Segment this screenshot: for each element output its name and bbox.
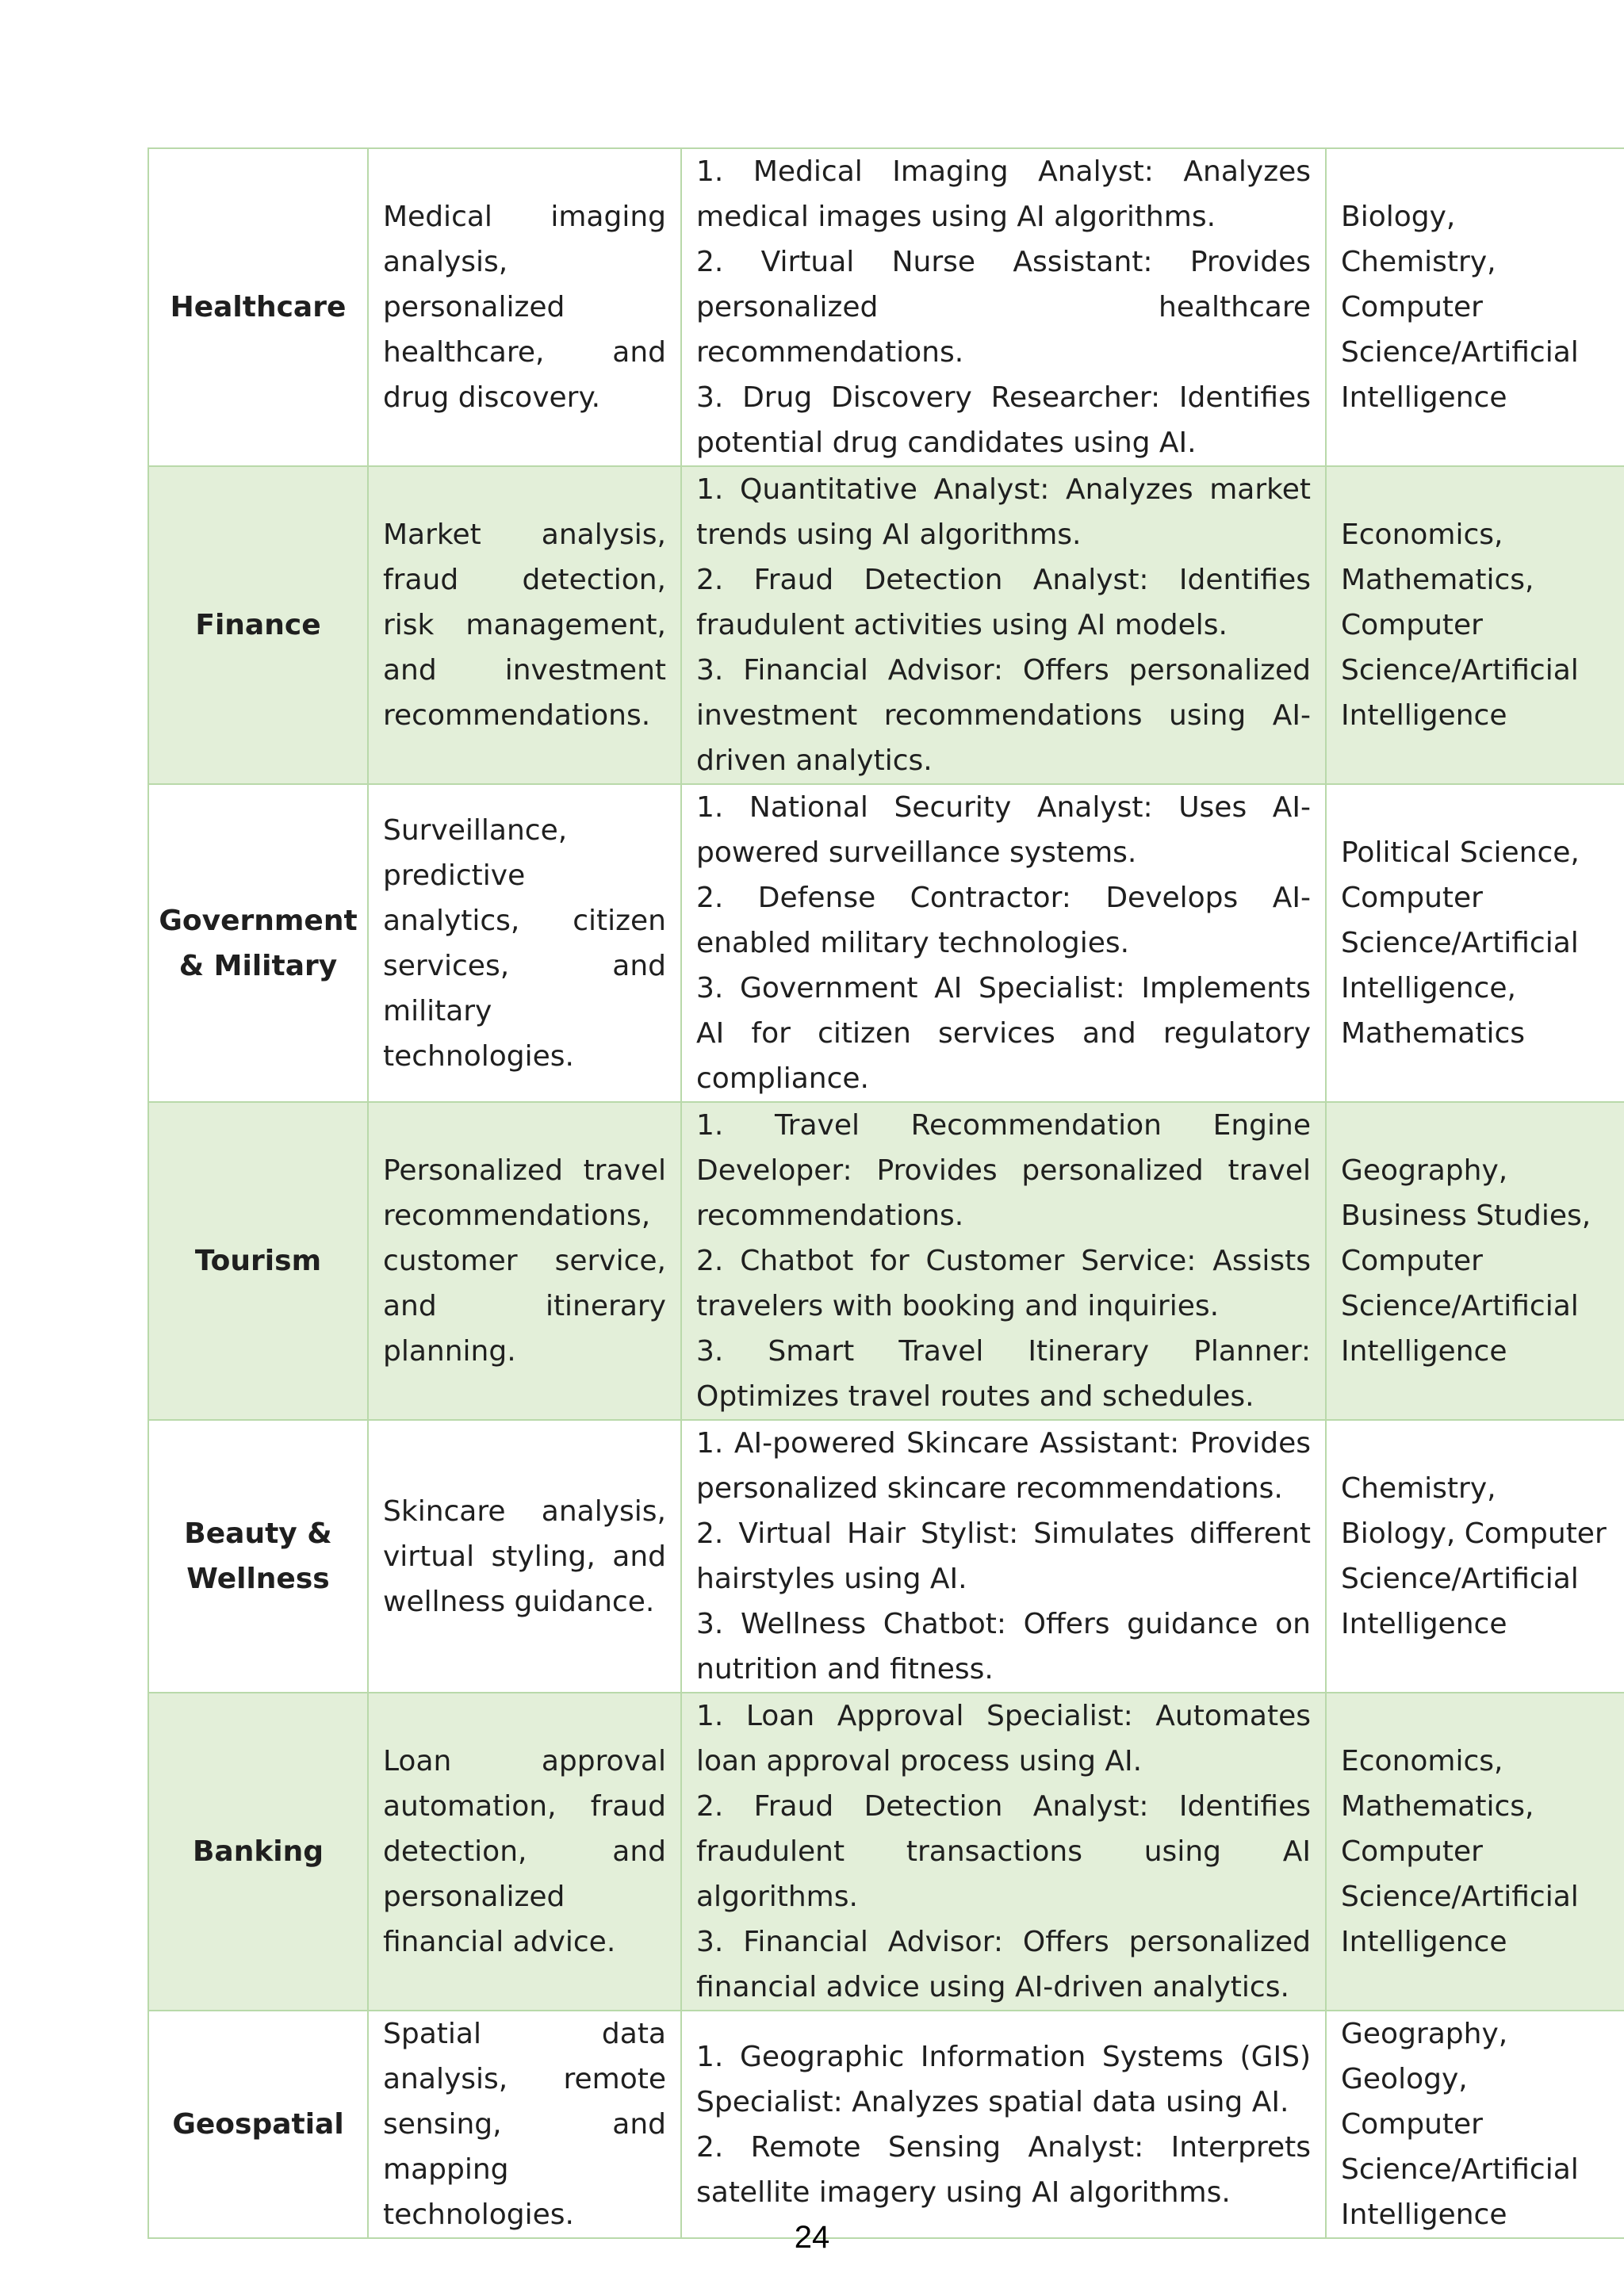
roles-cell: [681, 1420, 1326, 1693]
roles-cell: [681, 784, 1326, 1102]
subjects-cell: Political Science, Computer Science/Artificial Intelligence, Mathematics: [1326, 784, 1624, 1102]
applications-cell: Surveillance, predictive analytics, citizen services, and military technologies.: [368, 784, 681, 1102]
subjects-cell: Geography, Business Studies, Computer Science/Artificial Intelligence: [1326, 1102, 1624, 1420]
role-item: 3. Drug Discovery Researcher: Identifies potential drug candidates using AI.: [696, 381, 1311, 459]
role-item: 2. Remote Sensing Analyst: Interprets satellite imagery using AI algorithms.: [696, 2130, 1311, 2209]
sector-name: Banking: [148, 1693, 368, 2011]
table-row: [148, 2011, 1624, 2238]
sector-name: Tourism: [148, 1102, 368, 1420]
role-item: 2. Fraud Detection Analyst: Identifies fraudulent activities using AI models.: [696, 564, 1311, 641]
table-row: [148, 784, 1624, 1102]
role-item: 1. Medical Imaging Analyst: Analyzes medical images using AI algorithms.: [696, 155, 1311, 233]
table-row: [148, 1420, 1624, 1693]
sector-name: Healthcare: [148, 148, 368, 466]
subjects-cell: Economics, Mathematics, Computer Science/Artificial Intelligence: [1326, 466, 1624, 784]
roles-cell: [681, 1102, 1326, 1420]
subjects-cell: Chemistry, Biology, Computer Science/Artificial Intelligence: [1326, 1420, 1624, 1693]
role-item: 1. Travel Recommendation Engine Developer: Provides personalized travel recommendations.: [696, 1109, 1311, 1232]
role-item: 2. Virtual Hair Stylist: Simulates different hairstyles using AI.: [696, 1517, 1311, 1595]
role-item: 2. Fraud Detection Analyst: Identifies fraudulent transactions using AI algorithms.: [696, 1790, 1311, 1913]
roles-cell: [681, 466, 1326, 784]
role-item: 3. Financial Advisor: Offers personalized financial advice using AI-driven analytics.: [696, 1926, 1311, 2003]
role-item: 2. Chatbot for Customer Service: Assists travelers with booking and inquiries.: [696, 1245, 1311, 1322]
role-item: 1. Loan Approval Specialist: Automates loan approval process using AI.: [696, 1700, 1311, 1777]
applications-cell: Skincare analysis, virtual styling, and wellness guidance.: [368, 1420, 681, 1693]
sector-name: Government & Military: [148, 784, 368, 1102]
subjects-cell: Biology, Chemistry, Computer Science/Artificial Intelligence: [1326, 148, 1624, 466]
page-number: 24: [794, 2220, 830, 2255]
applications-cell: Spatial data analysis, remote sensing, and mapping technologies.: [368, 2011, 681, 2238]
roles-cell: [681, 2011, 1326, 2238]
role-item: 1. National Security Analyst: Uses AI-powered surveillance systems.: [696, 791, 1311, 869]
role-item: 1. Quantitative Analyst: Analyzes market trends using AI algorithms.: [696, 473, 1311, 551]
sector-table: [147, 147, 1624, 2239]
table-row: [148, 1693, 1624, 2011]
role-item: 2. Virtual Nurse Assistant: Provides personalized healthcare recommendations.: [696, 246, 1311, 369]
roles-cell: [681, 1693, 1326, 2011]
roles-cell: [681, 148, 1326, 466]
role-item: 3. Financial Advisor: Offers personalized investment recommendations using AI-driven analytics.: [696, 654, 1311, 777]
role-item: 2. Defense Contractor: Develops AI-enabled military technologies.: [696, 882, 1311, 959]
subjects-cell: Geography, Geology, Computer Science/Artificial Intelligence: [1326, 2011, 1624, 2238]
role-item: 1. Geographic Information Systems (GIS) Specialist: Analyzes spatial data using AI.: [696, 2040, 1311, 2118]
role-item: 3. Smart Travel Itinerary Planner: Optimizes travel routes and schedules.: [696, 1335, 1311, 1413]
applications-cell: Medical imaging analysis, personalized healthcare, and drug discovery.: [368, 148, 681, 466]
applications-cell: Personalized travel recommendations, customer service, and itinerary planning.: [368, 1102, 681, 1420]
table-row: [148, 148, 1624, 466]
table-row: [148, 1102, 1624, 1420]
sector-name: Finance: [148, 466, 368, 784]
table-row: [148, 466, 1624, 784]
applications-cell: Market analysis, fraud detection, risk management, and investment recommendations.: [368, 466, 681, 784]
subjects-cell: Economics, Mathematics, Computer Science/Artificial Intelligence: [1326, 1693, 1624, 2011]
role-item: 1. AI-powered Skincare Assistant: Provides personalized skincare recommendations.: [696, 1427, 1311, 1505]
role-item: 3. Government AI Specialist: Implements AI for citizen services and regulatory compliance.: [696, 972, 1311, 1095]
sector-name: Beauty & Wellness: [148, 1420, 368, 1693]
sector-name: Geospatial: [148, 2011, 368, 2238]
role-item: 3. Wellness Chatbot: Offers guidance on nutrition and fitness.: [696, 1608, 1311, 1686]
applications-cell: Loan approval automation, fraud detection, and personalized financial advice.: [368, 1693, 681, 2011]
